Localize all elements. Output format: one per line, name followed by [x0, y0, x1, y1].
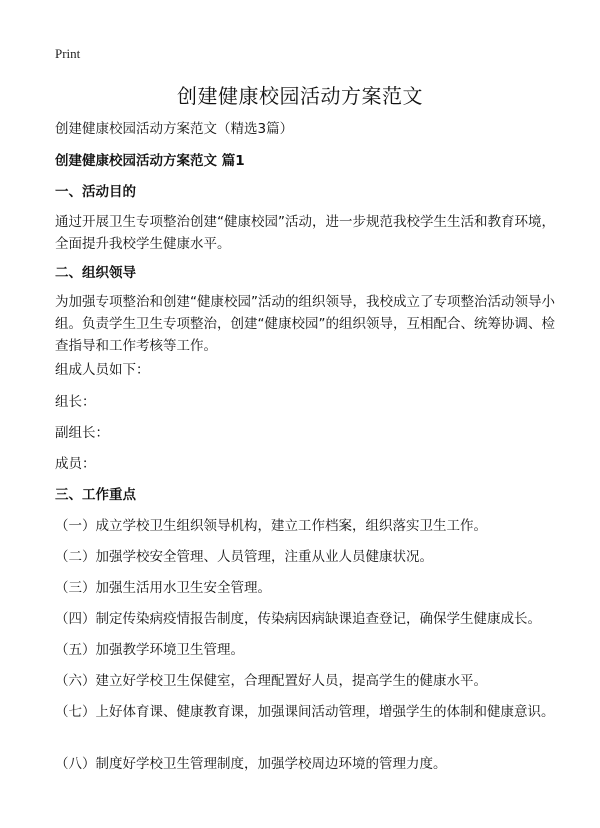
list-item: （四）制定传染病疫情报告制度，传染病因病缺课追查登记，确保学生健康成长。 [55, 611, 541, 627]
section-body-leadership: 为加强专项整治和创建“健康校园”活动的组织领导，我校成立了专项整治活动领导小组。负责学生卫生专项整治，创建“健康校园”的组织领导，互相配合、统筹协调、检查指导和工作考核等工作。 [55, 294, 555, 354]
section-heading-purpose: 一、活动目的 [55, 184, 136, 200]
members-line: 成员： [55, 456, 96, 472]
list-item: （八）制度好学校卫生管理制度，加强学校周边环境的管理力度。 [55, 756, 447, 772]
list-item: （三）加强生活用水卫生安全管理。 [55, 580, 271, 596]
deputy-leader-line: 副组长： [55, 425, 109, 441]
members-intro: 组成人员如下： [55, 362, 150, 378]
list-item: （六）建立好学校卫生保健室，合理配置好人员，提高学生的健康水平。 [55, 673, 487, 689]
section-body-purpose: 通过开展卫生专项整治创建“健康校园”活动，进一步规范我校学生生活和教育环境，全面提升我校学生健康水平。 [55, 214, 555, 252]
print-link[interactable]: Print [55, 46, 81, 61]
list-item: （一）成立学校卫生组织领导机构，建立工作档案，组织落实卫生工作。 [55, 518, 487, 534]
list-item: （五）加强教学环境卫生管理。 [55, 642, 244, 658]
page-title: 创建健康校园活动方案范文 [177, 84, 423, 108]
section-heading-leadership: 二、组织领导 [55, 265, 136, 281]
document-subtitle: 创建健康校园活动方案范文（精选3篇） [55, 121, 294, 137]
list-item: （二）加强学校安全管理、人员管理，注重从业人员健康状况。 [55, 549, 433, 565]
leader-line: 组长： [55, 394, 96, 410]
article-heading: 创建健康校园活动方案范文 篇1 [55, 153, 245, 169]
section-heading-focus: 三、工作重点 [55, 487, 136, 503]
list-item: （七）上好体育课、健康教育课，加强课间活动管理，增强学生的体制和健康意识。 [55, 704, 555, 720]
